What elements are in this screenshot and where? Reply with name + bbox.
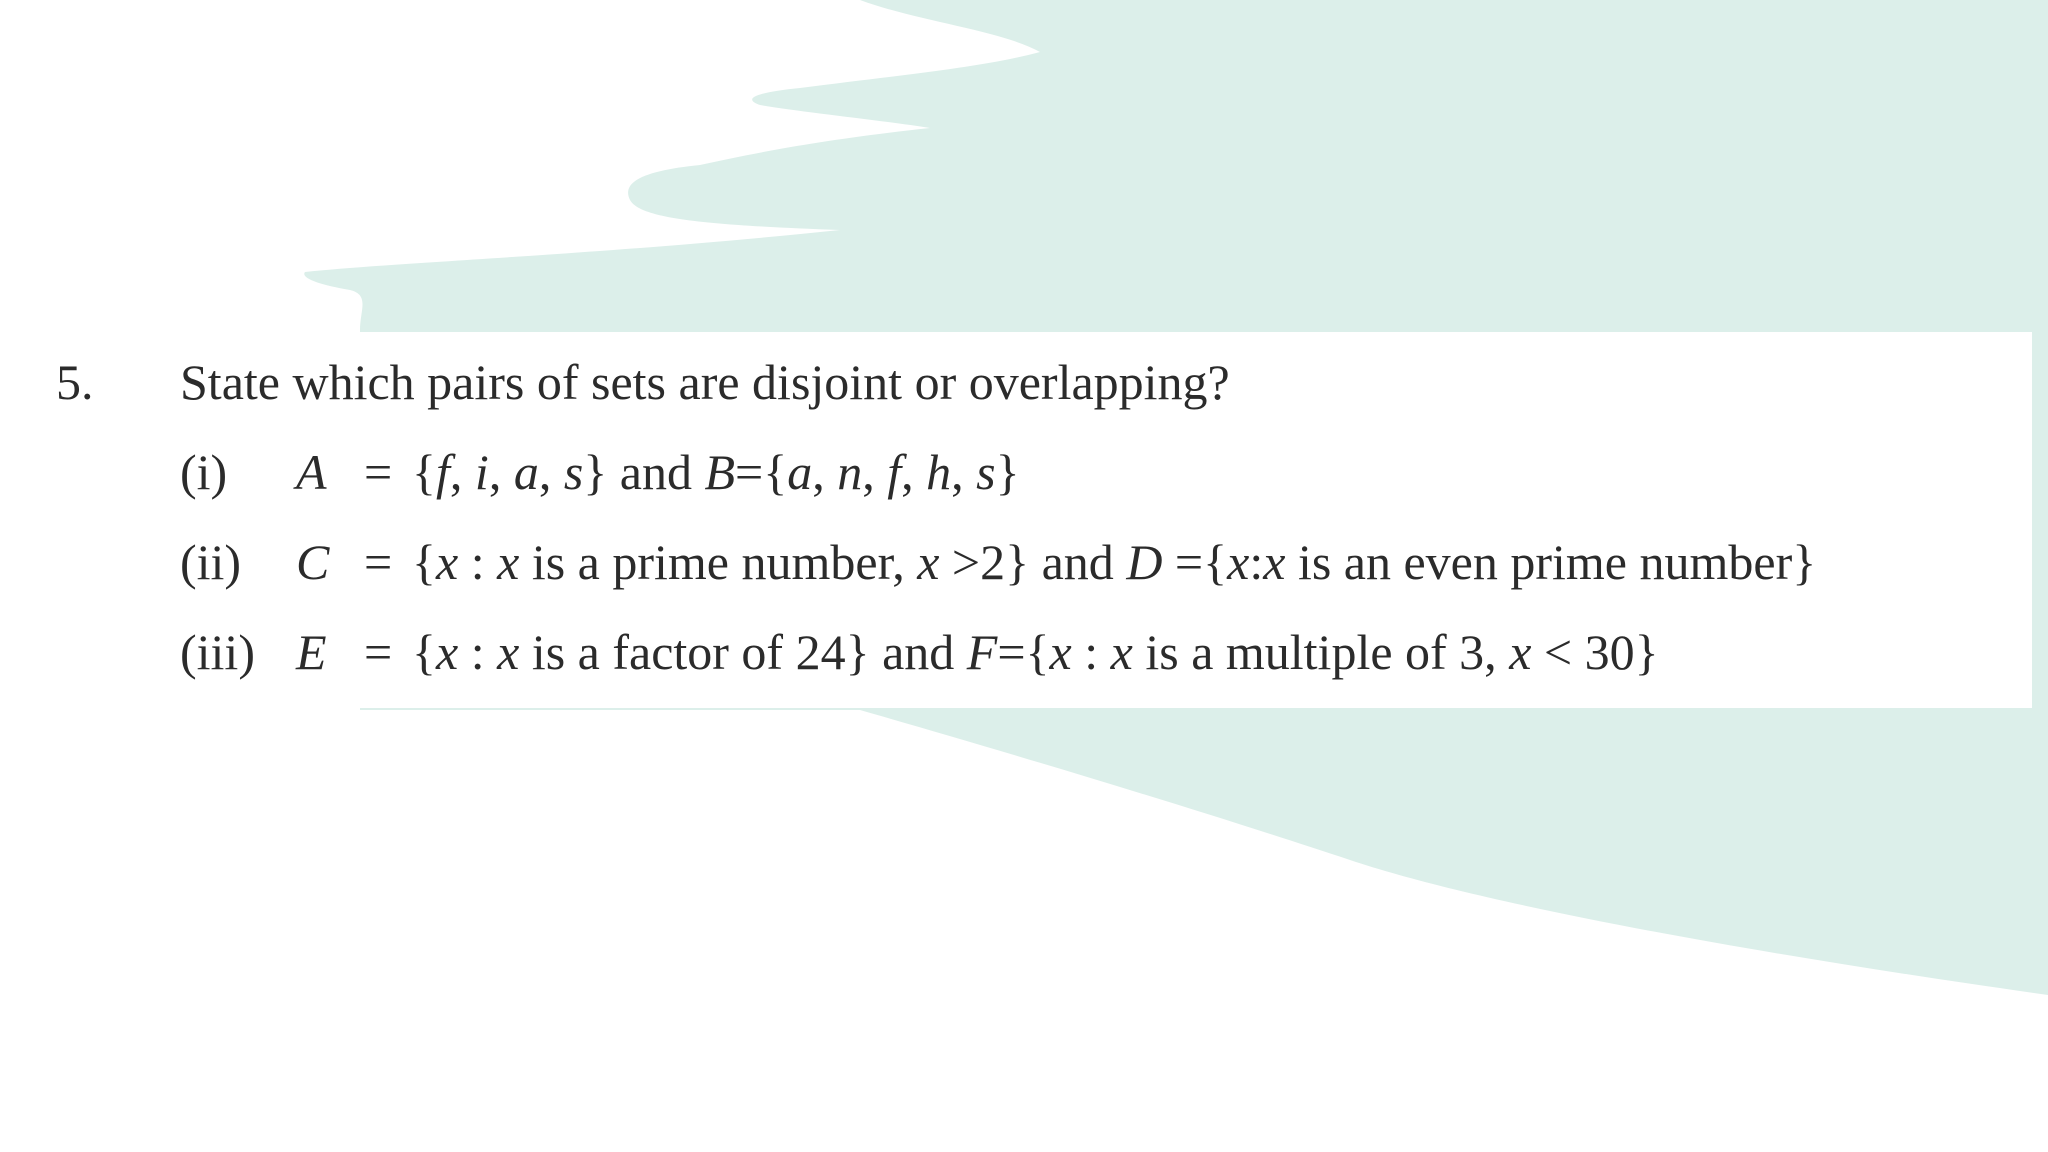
math-text: ={ bbox=[735, 444, 788, 500]
item-equals: = bbox=[364, 624, 393, 680]
math-variable: h bbox=[926, 444, 952, 500]
math-variable: x bbox=[436, 534, 459, 590]
math-text: ={ bbox=[1162, 534, 1228, 590]
math-text: is a multiple of 3, bbox=[1132, 624, 1510, 680]
math-text: , bbox=[449, 444, 475, 500]
math-text: , bbox=[538, 444, 564, 500]
math-variable: a bbox=[787, 444, 813, 500]
item-set-name: A bbox=[296, 444, 327, 500]
question-item-i bbox=[0, 442, 2040, 502]
item-expression bbox=[412, 532, 1816, 592]
math-variable: x bbox=[497, 624, 520, 680]
math-variable: f bbox=[887, 444, 902, 500]
math-text: { bbox=[412, 624, 436, 680]
math-text: , bbox=[488, 444, 514, 500]
math-text: ={ bbox=[997, 624, 1050, 680]
math-text: , bbox=[812, 444, 838, 500]
item-label: (ii) bbox=[180, 534, 242, 590]
math-variable: s bbox=[976, 444, 996, 500]
math-variable: F bbox=[966, 624, 998, 680]
question-stem: State which pairs of sets are disjoint or overlapping? bbox=[180, 354, 1230, 410]
item-expression bbox=[412, 622, 1659, 682]
math-text: : bbox=[1071, 624, 1111, 680]
math-variable: D bbox=[1126, 534, 1163, 590]
item-set-name: C bbox=[296, 534, 330, 590]
math-text: is a prime number, bbox=[519, 534, 918, 590]
math-text: : bbox=[1249, 534, 1264, 590]
item-label: (i) bbox=[180, 444, 228, 500]
math-text: < 30} bbox=[1531, 624, 1659, 680]
math-text: is a factor of 24} and bbox=[519, 624, 967, 680]
math-text: >2} and bbox=[939, 534, 1127, 590]
math-variable: x bbox=[497, 534, 520, 590]
math-text: , bbox=[951, 444, 977, 500]
math-variable: n bbox=[837, 444, 863, 500]
math-variable: x bbox=[917, 534, 940, 590]
math-variable: s bbox=[563, 444, 584, 500]
math-variable: x bbox=[1110, 624, 1133, 680]
item-set-name: E bbox=[296, 624, 327, 680]
math-variable: x bbox=[1263, 534, 1286, 590]
item-equals: = bbox=[364, 444, 393, 500]
question-item-ii bbox=[0, 532, 2040, 592]
math-variable: x bbox=[436, 624, 459, 680]
math-text: { bbox=[412, 534, 436, 590]
math-text: : bbox=[458, 624, 498, 680]
math-variable: x bbox=[1227, 534, 1250, 590]
math-text: } bbox=[995, 444, 1020, 500]
question-number: 5. bbox=[56, 354, 94, 410]
math-variable: f bbox=[436, 444, 450, 500]
question-item-iii bbox=[0, 622, 2040, 682]
math-text: : bbox=[458, 534, 498, 590]
item-expression bbox=[412, 442, 1020, 502]
item-equals: = bbox=[364, 534, 393, 590]
math-text: { bbox=[412, 444, 436, 500]
math-text: is an even prime number} bbox=[1285, 534, 1817, 590]
math-variable: a bbox=[513, 444, 539, 500]
math-text: , bbox=[901, 444, 927, 500]
item-label: (iii) bbox=[180, 624, 255, 680]
math-variable: x bbox=[1509, 624, 1532, 680]
math-variable: i bbox=[474, 444, 489, 500]
math-text: } and bbox=[583, 444, 705, 500]
math-variable: x bbox=[1049, 624, 1072, 680]
math-variable: B bbox=[704, 444, 736, 500]
math-text: , bbox=[862, 444, 888, 500]
